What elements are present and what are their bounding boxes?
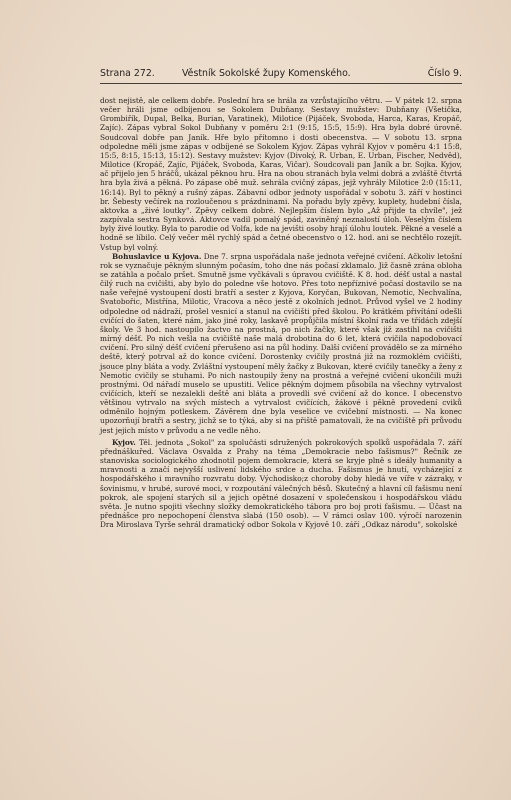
- paragraph-milotice: [100, 96, 462, 252]
- paragraph-text: Těl. jednota „Sokol" za spolučásti sdružených pokrokových spolků uspořádala 7. září přednáškuřed. Václava Osvalda z Prahy na téma „Demokracie nebo fašismus?" Řečník ze stanoviska sociologického zhodnotil pojem demokracie, která se kryje plně s ideály humanity a mravnosti a značí nejvyšší uslivení lidského srdce a ducha. Fašismus je hnutí, vycházející z hospodářského i mravního rozvratu doby. Východisko;z choroby doby hledá ve víře v zázraky, v šovinismu, v hrubé, surové moci, v rozpoutání válečných běsů. Skutečný a hlavní cíl fašismu není pokrok, ale spojení starých sil a jejich opětné dosazení v společenskou i hospodářskou vládu světa. Je nutno spojiti všechny složky demokratického tábora pro boj proti fašismu. — Účast na přednášce pro nepochopení členstva slabá (150 osob). — V rámci oslav 100. výročí narozenin Dra Miroslava Tyrše sehrál dramatický odbor Sokola v Kyjově 10. září „Odkaz národu", sokolské: [100, 437, 462, 530]
- paragraph-text: Dne 7. srpna uspořádala naše jednota veřejné cvičení. Ačkoliv letošní rok se vyznačuje pěkným slunným počasím, toho dne nás počasí zklamalo. Již časně zrána obloha se zatáhla a počalo pršet. Smutně jsme vyčkávali s úpravou cvičiště. K 8. hod. déšť ustal a nastal čilý ruch na cvičišti, aby bylo do poledne vše hotovo. Přes toto nepříznivé počasí dostavilo se na naše veřejné vystoupení dosti bratří a sester z Kyjova, Koryčan, Bukovan, Nemotic, Nechvalína, Svatobořic, Mistřína, Milotic, Vracova a něco jestě z okolních jednot. Průvod vyšel ve 2 hodiny odpoledne od nádraží, prošel vesnicí a stanul na cvičišti před školou. Po krátkém přivítání odešli cvičící do šaten, které nám, jako jiné roky, laskavě propůjčila místní školní rada ve třídách zdejší školy. Ve 3 hod. nastoupilo žactvo na prostná, po nich žačky, které však již zastihl na cvičišti mírný déšť. Po nich vešla na cvičiště naše malá drobotina do 6 let, která cvičila napodobovací cvičení. Pro silný déšť cvičení přerušeno asi na půl hodiny. Další cvičení provádělo se za mírného deště, který potrval až do konce cvičení. Dorostenky cvičily prostná již na rozmoklém cvičišti, jsouce plny bláta a vody. Zvláštní vystoupení měly žačky z Bukovan, které cvičily tanečky a ženy z Nemotic cvičily se stuhami. Po nich nastoupily ženy na prostná a veřejné cvičení ukončili muži prostnými. Od nářadí muselo se upustiti. Velice pěkným dojmem působila na všechny vytrvalost cvičících, kteří se nezalekli deště ani bláta a provedli své cvičení až do konce. I obecenstvo většinou vytrvalo na svých místech a vytrvalost cvičících, žákové i pěkně provedení cviků odměnilo hojným potleskem. Závěrem dne byla veselice ve cvičební místnosti. — Na konec upozorňují bratři a sestry, jichž se to týká, aby si na přiště pamatovali, že na cvičiště při průvodu jest jejich místo v průvodu a ne vedle něho.: [100, 251, 462, 435]
- paragraph-lead: Kyjov.: [112, 437, 136, 447]
- header-rule: [100, 83, 462, 84]
- issue-number: Číslo 9.: [427, 68, 462, 79]
- paragraph-kyjov: [100, 438, 462, 530]
- journal-title: Věstník Sokolské župy Komenského.: [182, 68, 351, 79]
- paragraph-lead: Bohuslavice u Kyjova.: [112, 251, 202, 261]
- page-header: [100, 68, 462, 84]
- paragraph-bohuslavice: [100, 252, 462, 435]
- page-number: Strana 272.: [100, 68, 155, 79]
- article-body: [100, 96, 462, 529]
- paragraph-text: dost nejistě, ale celkem dobře. Poslední hra se hrála za vzrůstajícího větru. — V pátek 12. srpna večer hráli jsme odbíjenou se Sokolem Dubňany. Sestavy mužstev: Dubňany (Všetička, Grombiřík, Dupal, Belka, Burian, Varatinek), Milotice (Pijáček, Svoboda, Harca, Karas, Kropáč, Zajíc). Zápas vybral Sokol Dubňany v poměru 2:1 (9:15, 15:5, 15:9). Hra byla dobré úrovně. Soudcoval dobře pan Janík. Hře bylo přítomno i dosti obecenstva. — V sobotu 13. srpna odpoledne měli jsme zápas v odbíjené se Sokolem Kyjov. Zápas vyhrál Kyjov v poměru 4:1 15:8, 15:5, 8:15, 15:13, 15:12). Sestavy mužstev: Kyjov (Divoký, R. Urban, E. Urban, Fischer, Nedvěd), Milotice (Kropáč, Zajíc, Pijáček, Svoboda, Karas, Vičar). Soudcovali pan Janík a br. Sojka. Kyjov, ač přijelo jen 5 hráčů, ukázal pěknou hru. Hra na obou stranách byla velmi dobrá a zvláště čtvrtá hra byla živá a pěkná. Po zápase obě muž. sehrála cvičný zápas, jejž vyhrály Milotice 2:0 (15:11, 16:14). Byl to pěkný a rušný zápas. Zábavní odbor jednoty uspořádal v sobotu 3. září v hostinci br. Šebesty večírek na rozloučenou s prázdninami. Na pořadu byly zpěvy, kuplety, hudební čísla, aktovka a „živé loutky". Zpěvy celkem dobré. Nejlepším číslem bylo „Až přijde ta chvíle", jež zazpívala sestra Synková. Aktovce vadil pomalý spád, zaviněný neznalostí úloh. Veselým číslem byly živé loutky. Byla to parodie od Volfa, kde na jevišti osoby hrají úlohu loutek. Pěkné a veselé a hodně se líbilo. Celý večer měl rychlý spád a četné obecenstvo o 12. hod. ani se nechtělo rozejít. Vstup byl volný.: [100, 96, 462, 252]
